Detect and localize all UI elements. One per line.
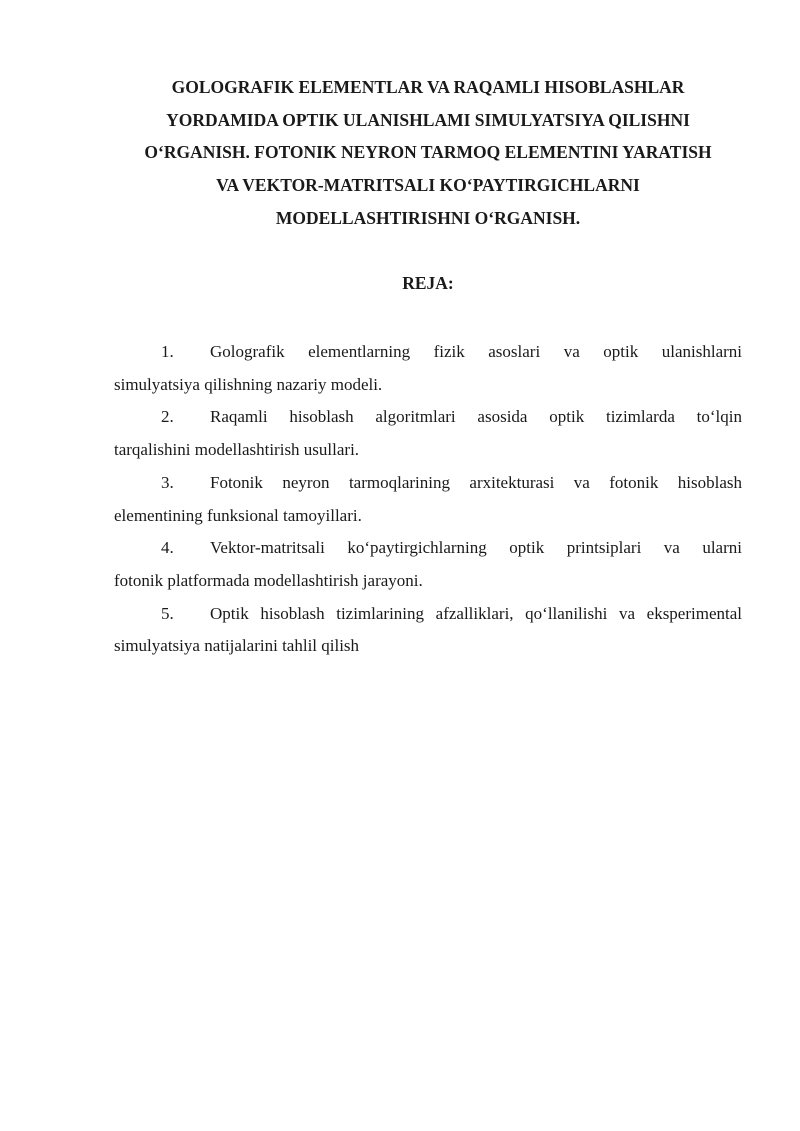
list-item-continuation: elementining funksional tamoyillari. [114, 505, 362, 525]
plan-heading: REJA: [402, 273, 454, 293]
list-item-first-line [114, 336, 742, 369]
list-item [114, 598, 742, 663]
list-item [114, 532, 742, 597]
list-item-text: Vektor-matritsali ko‘paytirgichlarning optik printsiplari va ularni [210, 538, 742, 558]
list-item-text: Fotonik neyron tarmoqlarining arxitekturasi va fotonik hisoblash [210, 472, 742, 492]
title-line: YORDAMIDA OPTIK ULANISHLAMI SIMULYATSIYA QILISHNI [166, 109, 690, 130]
list-item-number: 1. [161, 342, 174, 361]
list-item-text: Optik hisoblash tizimlarining afzalliklari, qo‘llanilishi va eksperimental [210, 603, 742, 623]
document-title [100, 71, 756, 235]
list-item-continuation: simulyatsiya natijalarini tahlil qilish [114, 636, 360, 656]
list-item-number: 2. [161, 407, 174, 427]
list-item [114, 336, 742, 401]
list-item-continuation: fotonik platformada modellashtirish jarayoni. [114, 570, 423, 590]
list-item-number: 5. [161, 603, 174, 623]
title-line: O‘RGANISH. FOTONIK NEYRON TARMOQ ELEMENTINI YARATISH [144, 142, 712, 163]
list-item-first-line [114, 467, 742, 500]
title-line: MODELLASHTIRISHNI O‘RGANISH. [275, 207, 581, 228]
list-item-first-line [114, 401, 742, 434]
list-item-continuation: simulyatsiya qilishning nazariy modeli. [114, 374, 383, 394]
list-item-number: 4. [161, 538, 174, 558]
plan-list [114, 336, 742, 663]
list-item-first-line [114, 598, 742, 631]
title-line: GOLOGRAFIK ELEMENTLAR VA RAQAMLI HISOBLASHLAR [171, 77, 685, 97]
list-item-continuation: tarqalishini modellashtirish usullari. [114, 440, 360, 460]
list-item-first-line [114, 532, 742, 565]
title-line: VA VEKTOR-MATRITSALI KO‘PAYTIRGICHLARNI [216, 175, 640, 196]
list-item-text: Raqamli hisoblash algoritmlari asosida optik tizimlarda to‘lqin [210, 407, 742, 427]
list-item [114, 401, 742, 466]
list-item-number: 3. [161, 472, 174, 492]
list-item-text: Golografik elementlarning fizik asoslari va optik ulanishlarni [210, 342, 742, 361]
list-item [114, 467, 742, 532]
